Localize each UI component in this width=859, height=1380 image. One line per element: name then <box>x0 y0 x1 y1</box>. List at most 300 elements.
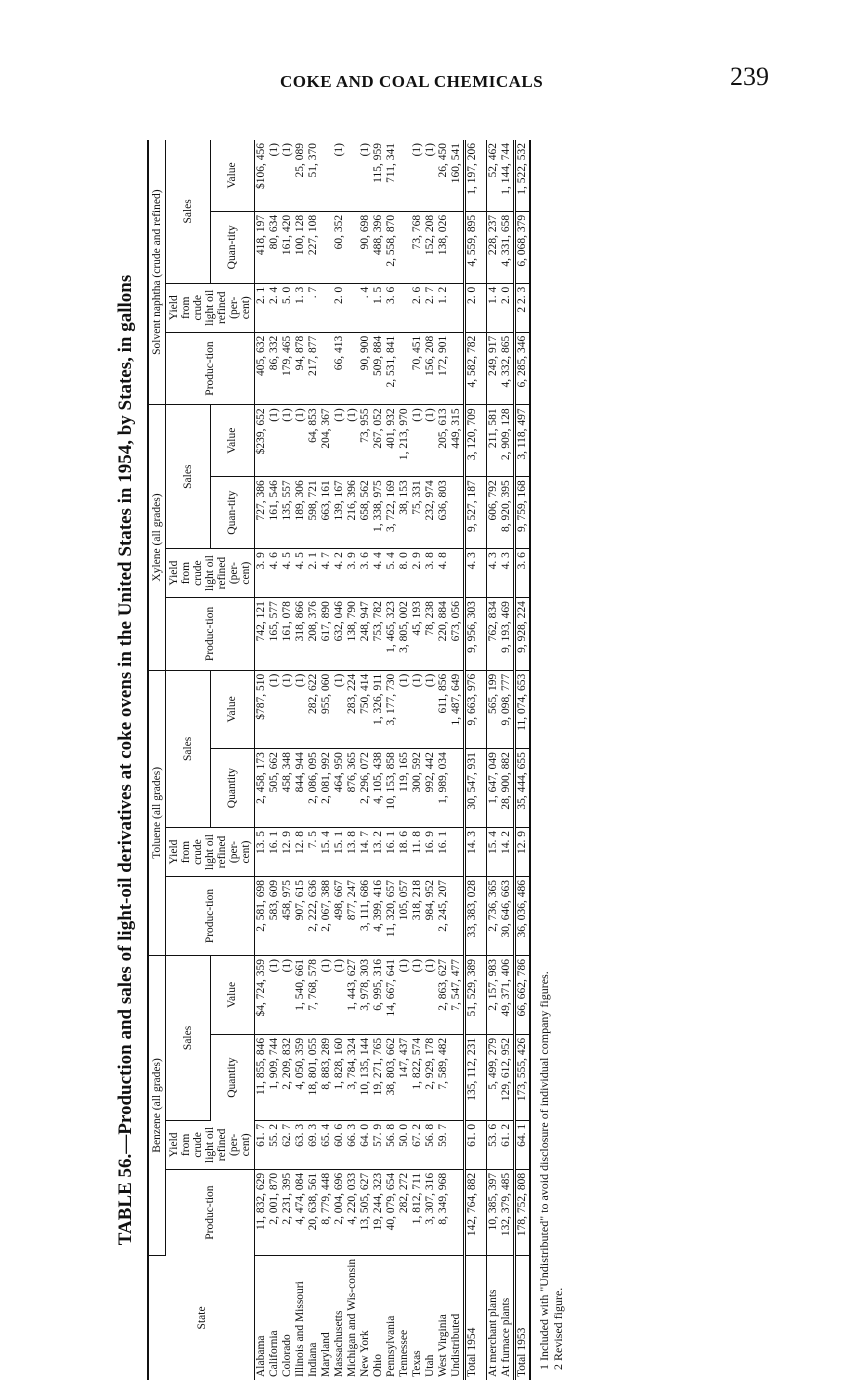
table-cell: 115, 959 <box>372 140 385 211</box>
col-quantity: Quantity <box>210 1034 255 1120</box>
table-cell: 3. 8 <box>424 549 437 598</box>
table-cell <box>450 749 465 828</box>
col-yield: Yield from crude light oil refined (per-cent) <box>166 828 255 877</box>
table-cell: 844, 944 <box>294 749 307 828</box>
table-cell: 2, 863, 627 <box>437 955 450 1034</box>
table-cell: 505, 662 <box>268 749 281 828</box>
row-label: California <box>268 1330 280 1377</box>
table-cell: 2. 0 <box>465 283 480 332</box>
table-cell: 18. 6 <box>398 828 411 877</box>
table-cell: 5, 499, 279 <box>487 1034 501 1120</box>
table-row <box>424 140 437 1380</box>
table-cell: 65. 4 <box>320 1120 333 1169</box>
table-cell: 727, 386 <box>255 477 269 549</box>
table-cell: 249, 917 <box>487 332 501 405</box>
table-cell: 4, 474, 084 <box>294 1169 307 1255</box>
table-cell: 69. 3 <box>307 1120 320 1169</box>
table-cell: 227, 108 <box>307 211 320 283</box>
table-cell: 7, 768, 578 <box>307 955 320 1034</box>
col-production: Produc-tion <box>166 332 255 405</box>
table-cell: 1, 443, 627 <box>346 955 359 1034</box>
table-cell: 4. 3 <box>500 549 515 598</box>
table-cell: (1) <box>411 140 424 211</box>
table-cell: 9, 928, 224 <box>515 598 531 671</box>
table-row <box>294 140 307 1380</box>
table-cell: (1) <box>281 140 294 211</box>
table-cell: 3, 307, 316 <box>424 1169 437 1255</box>
empty-cell <box>479 405 487 477</box>
table-cell: 173, 555, 426 <box>515 1034 531 1120</box>
table-cell: (1) <box>398 955 411 1034</box>
total-1954-row <box>465 140 480 1380</box>
table-cell: 8, 349, 968 <box>437 1169 450 1255</box>
table-cell: 1, 540, 661 <box>294 955 307 1034</box>
empty-cell <box>479 749 487 828</box>
row-label: Total 1954 <box>465 1255 480 1380</box>
table-cell <box>450 1120 465 1169</box>
table-cell: 762, 834 <box>487 598 501 671</box>
table-cell: 9, 193, 469 <box>500 598 515 671</box>
table-cell: 135, 557 <box>281 477 294 549</box>
table-cell: 458, 348 <box>281 749 294 828</box>
table-cell: $106, 456 <box>255 140 269 211</box>
table-cell: 12. 9 <box>281 828 294 877</box>
table-cell: 216, 396 <box>346 477 359 549</box>
plant-row <box>500 140 515 1380</box>
table-cell: 13, 505, 627 <box>359 1169 372 1255</box>
table-cell: 1. 3 <box>294 283 307 332</box>
empty-cell <box>479 955 487 1034</box>
table-cell: (1) <box>294 670 307 748</box>
table-cell: 132, 379, 485 <box>500 1169 515 1255</box>
footnotes <box>537 140 565 1380</box>
table-cell: 401, 932 <box>385 405 398 477</box>
table-cell: 211, 581 <box>487 405 501 477</box>
table-cell <box>320 283 333 332</box>
group-toluene: Toluene (all grades) <box>148 670 166 955</box>
table-cell: 61. 0 <box>465 1120 480 1169</box>
table-row <box>320 140 333 1380</box>
table-row <box>333 140 346 1380</box>
row-label: At merchant plants <box>487 1255 501 1380</box>
table-cell <box>320 140 333 211</box>
table-cell: 94, 878 <box>294 332 307 405</box>
table-cell: 1. 2 <box>437 283 450 332</box>
table-cell: 4. 8 <box>437 549 450 598</box>
table-cell: 2, 231, 395 <box>281 1169 294 1255</box>
table-cell: 753, 782 <box>372 598 385 671</box>
table-cell: 509, 884 <box>372 332 385 405</box>
col-quantity: Quan-tity <box>210 477 255 549</box>
table-cell: 5. 0 <box>281 283 294 332</box>
table-cell <box>346 211 359 283</box>
table-cell: 60, 352 <box>333 211 346 283</box>
table-row <box>411 140 424 1380</box>
table-cell: 18, 801, 055 <box>307 1034 320 1120</box>
table-cell: 179, 465 <box>281 332 294 405</box>
group-benzene: Benzene (all grades) <box>148 955 166 1255</box>
table-caption: TABLE 56.—Production and sales of light-oil derivatives at coke ovens in the United States in 1954, by States, in gallons <box>115 274 136 1246</box>
table-cell: 1, 989, 034 <box>437 749 450 828</box>
col-value: Value <box>210 670 255 748</box>
table-cell: 418, 197 <box>255 211 269 283</box>
table-cell: 1, 213, 970 <box>398 405 411 477</box>
table-cell: 16. 1 <box>268 828 281 877</box>
table-cell: 129, 612, 952 <box>500 1034 515 1120</box>
table-cell: 8, 779, 448 <box>320 1169 333 1255</box>
table-cell: 2. 0 <box>500 283 515 332</box>
table-row <box>268 140 281 1380</box>
page-number: 239 <box>730 62 769 91</box>
table-cell: 63. 3 <box>294 1120 307 1169</box>
table-row <box>281 140 294 1380</box>
table-cell: 189, 306 <box>294 477 307 549</box>
table-cell: 488, 396 <box>372 211 385 283</box>
total-1953-row <box>515 140 531 1380</box>
table-cell: 19, 271, 765 <box>372 1034 385 1120</box>
table-cell: 100, 128 <box>294 211 307 283</box>
table-cell: 611, 856 <box>437 670 450 748</box>
table-cell: 3, 784, 324 <box>346 1034 359 1120</box>
table-cell: 25, 089 <box>294 140 307 211</box>
table-cell: 16. 1 <box>437 828 450 877</box>
table-cell: 4. 5 <box>294 549 307 598</box>
table-cell: 3. 6 <box>385 283 398 332</box>
table-cell <box>346 332 359 405</box>
table-cell: 1, 822, 574 <box>411 1034 424 1120</box>
table-cell: 2. 7 <box>424 283 437 332</box>
table-cell: 1, 197, 206 <box>465 140 480 211</box>
table-cell: 38, 803, 662 <box>385 1034 398 1120</box>
col-yield: Yield from crude light oil refined (per-cent) <box>166 549 255 598</box>
table-cell: 2, 581, 698 <box>255 877 269 956</box>
table-cell: 498, 667 <box>333 877 346 956</box>
table-row <box>359 140 372 1380</box>
table-cell: (1) <box>320 955 333 1034</box>
table-cell: 64, 853 <box>307 405 320 477</box>
table-cell: 204, 367 <box>320 405 333 477</box>
col-sales: Sales <box>166 405 211 549</box>
row-label: West Virginia <box>437 1314 449 1377</box>
col-sales: Sales <box>166 140 211 283</box>
table-cell: 565, 199 <box>487 670 501 748</box>
table-cell: 30, 547, 931 <box>465 749 480 828</box>
table-cell: 4, 105, 438 <box>372 749 385 828</box>
table-cell: 10, 153, 858 <box>385 749 398 828</box>
table-cell: (1) <box>333 955 346 1034</box>
table-row <box>346 140 359 1380</box>
col-state: State <box>148 1255 255 1380</box>
group-solvent-naphtha: Solvent naphtha (crude and refined) <box>148 140 166 405</box>
table-cell: 232, 974 <box>424 477 437 549</box>
table-cell: 3, 978, 303 <box>359 955 372 1034</box>
table-cell: 318, 866 <box>294 598 307 671</box>
table-row <box>255 140 269 1380</box>
table-cell: 2, 209, 832 <box>281 1034 294 1120</box>
table-cell: 1, 909, 744 <box>268 1034 281 1120</box>
table-cell: 13. 2 <box>372 828 385 877</box>
col-value: Value <box>210 140 255 211</box>
col-quantity: Quan-tity <box>210 211 255 283</box>
row-label: Utah <box>424 1354 436 1377</box>
footnote-2: 2 Revised figure. <box>551 1287 565 1370</box>
table-cell: (1) <box>411 955 424 1034</box>
table-cell: 66, 662, 786 <box>515 955 531 1034</box>
table-cell: (1) <box>424 955 437 1034</box>
table-cell: (1) <box>333 670 346 748</box>
table-cell: 2, 296, 072 <box>359 749 372 828</box>
table-cell: 617, 890 <box>320 598 333 671</box>
table-cell: 2, 157, 983 <box>487 955 501 1034</box>
table-cell <box>450 211 465 283</box>
table-cell: 73, 768 <box>411 211 424 283</box>
row-label: Total 1953 <box>515 1255 531 1380</box>
table-cell: 9, 527, 187 <box>465 477 480 549</box>
table-cell <box>320 332 333 405</box>
col-quantity: Quantity <box>210 749 255 828</box>
table-cell: 2, 558, 870 <box>385 211 398 283</box>
empty-cell <box>479 1255 487 1380</box>
table-cell: 10, 135, 144 <box>359 1034 372 1120</box>
table-cell: 15. 4 <box>487 828 501 877</box>
table-cell: 282, 622 <box>307 670 320 748</box>
table-cell: 138, 790 <box>346 598 359 671</box>
table-cell: 750, 414 <box>359 670 372 748</box>
table-cell: $787, 510 <box>255 670 269 748</box>
table-cell: 78, 238 <box>424 598 437 671</box>
table-cell: 10, 385, 397 <box>487 1169 501 1255</box>
table-cell: 53. 6 <box>487 1120 501 1169</box>
table-cell: 7. 5 <box>307 828 320 877</box>
table-cell: 1, 326, 911 <box>372 670 385 748</box>
table-cell: 1, 828, 160 <box>333 1034 346 1120</box>
table-cell: 2. 0 <box>333 283 346 332</box>
table-cell: (1) <box>398 670 411 748</box>
row-label: At furnace plants <box>500 1297 512 1377</box>
table-cell: 26, 450 <box>437 140 450 211</box>
table-cell <box>398 332 411 405</box>
table-cell: 13. 5 <box>255 828 269 877</box>
table-cell: 50. 0 <box>398 1120 411 1169</box>
table-cell: 16. 1 <box>385 828 398 877</box>
table-cell: 3, 120, 709 <box>465 405 480 477</box>
table-cell: 1. 5 <box>372 283 385 332</box>
table-cell: 283, 224 <box>346 670 359 748</box>
rotated-table-block <box>115 140 695 1380</box>
table-cell: 4, 399, 416 <box>372 877 385 956</box>
table-cell: 4, 582, 782 <box>465 332 480 405</box>
table-cell: 1, 487, 649 <box>450 670 465 748</box>
table-cell: 267, 052 <box>372 405 385 477</box>
col-sales: Sales <box>166 670 211 827</box>
table-cell: 135, 112, 231 <box>465 1034 480 1120</box>
empty-cell <box>479 332 487 405</box>
empty-cell <box>479 1120 487 1169</box>
table-cell <box>320 211 333 283</box>
table-cell: 16. 9 <box>424 828 437 877</box>
table-cell: (1) <box>333 405 346 477</box>
table-cell: 9, 663, 976 <box>465 670 480 748</box>
table-cell: 2, 736, 365 <box>487 877 501 956</box>
table-cell: (1) <box>281 955 294 1034</box>
table-body <box>255 140 531 1380</box>
table-row <box>398 140 411 1380</box>
table-cell: 28, 900, 882 <box>500 749 515 828</box>
table-cell <box>450 332 465 405</box>
table-cell <box>398 283 411 332</box>
table-cell: 51, 529, 389 <box>465 955 480 1034</box>
row-label: New York <box>359 1330 371 1377</box>
table-cell: 458, 975 <box>281 877 294 956</box>
table-cell: 3, 177, 730 <box>385 670 398 748</box>
empty-cell <box>479 1169 487 1255</box>
row-label: Ohio <box>372 1354 384 1377</box>
table-cell: 1, 812, 711 <box>411 1169 424 1255</box>
col-yield: Yield from crude light oil refined (per-cent) <box>166 1120 255 1169</box>
table-cell: 60. 6 <box>333 1120 346 1169</box>
table-cell: (1) <box>268 670 281 748</box>
table-cell: 4, 331, 658 <box>500 211 515 283</box>
table-cell: 4. 3 <box>465 549 480 598</box>
table-cell: 6, 995, 316 <box>372 955 385 1034</box>
table-cell: 8. 0 <box>398 549 411 598</box>
table-cell: $239, 652 <box>255 405 269 477</box>
table-cell: 161, 546 <box>268 477 281 549</box>
empty-cell <box>479 877 487 956</box>
table-cell: (1) <box>294 405 307 477</box>
table-cell: 2. 1 <box>307 549 320 598</box>
table-cell: 90, 698 <box>359 211 372 283</box>
table-cell: 14. 2 <box>500 828 515 877</box>
table-cell: 7, 589, 482 <box>437 1034 450 1120</box>
table-cell: 877, 247 <box>346 877 359 956</box>
table-cell: 80, 634 <box>268 211 281 283</box>
table-cell: 228, 237 <box>487 211 501 283</box>
table-cell: (1) <box>411 405 424 477</box>
table-cell: 876, 365 <box>346 749 359 828</box>
table-cell: (1) <box>268 955 281 1034</box>
table-cell: 12. 8 <box>294 828 307 877</box>
table-cell: 9, 956, 303 <box>465 598 480 671</box>
table-cell: (1) <box>411 670 424 748</box>
row-label: Alabama <box>255 1335 267 1377</box>
table-cell: 152, 208 <box>424 211 437 283</box>
derivatives-table <box>147 140 531 1380</box>
row-label: Massachusetts <box>333 1310 345 1377</box>
row-label: Michigan and Wis-consin <box>346 1258 358 1377</box>
table-cell: 3, 118, 497 <box>515 405 531 477</box>
table-cell: 6, 068, 379 <box>515 211 531 283</box>
table-cell: 636, 803 <box>437 477 450 549</box>
table-cell: 57. 9 <box>372 1120 385 1169</box>
table-cell: 318, 218 <box>411 877 424 956</box>
table-cell: 64. 1 <box>515 1120 531 1169</box>
table-cell: 663, 161 <box>320 477 333 549</box>
table-cell: 3, 111, 686 <box>359 877 372 956</box>
table-cell: 955, 060 <box>320 670 333 748</box>
table-cell: (1) <box>268 405 281 477</box>
table-cell: 66. 3 <box>346 1120 359 1169</box>
table-cell: 55. 2 <box>268 1120 281 1169</box>
table-cell: 59. 7 <box>437 1120 450 1169</box>
table-cell: 2, 245, 207 <box>437 877 450 956</box>
table-cell: 4, 050, 359 <box>294 1034 307 1120</box>
table-cell: 8, 920, 395 <box>500 477 515 549</box>
table-cell: 20, 638, 561 <box>307 1169 320 1255</box>
table-cell: 30, 646, 663 <box>500 877 515 956</box>
row-label: Indiana <box>307 1342 319 1377</box>
table-cell: (1) <box>424 140 437 211</box>
table-cell: (1) <box>333 140 346 211</box>
table-cell: $4, 724, 359 <box>255 955 269 1034</box>
table-cell: 282, 272 <box>398 1169 411 1255</box>
table-cell: 1, 522, 532 <box>515 140 531 211</box>
row-label: Tennessee <box>398 1329 410 1377</box>
table-cell: 15. 1 <box>333 828 346 877</box>
table-cell <box>346 140 359 211</box>
row-label: Colorado <box>281 1334 293 1377</box>
table-cell: 205, 613 <box>437 405 450 477</box>
table-cell: 56. 8 <box>424 1120 437 1169</box>
table-cell: (1) <box>346 405 359 477</box>
table-cell: . 4 <box>359 283 372 332</box>
table-cell: 2, 531, 841 <box>385 332 398 405</box>
empty-cell <box>479 477 487 549</box>
table-cell: 3. 6 <box>515 549 531 598</box>
table-cell: 33, 383, 028 <box>465 877 480 956</box>
table-cell: 4, 332, 865 <box>500 332 515 405</box>
table-cell: 13. 8 <box>346 828 359 877</box>
table-cell: 9, 759, 168 <box>515 477 531 549</box>
table-cell: 2. 1 <box>255 283 269 332</box>
table-cell: 67. 2 <box>411 1120 424 1169</box>
row-label: Texas <box>411 1350 423 1377</box>
table-cell: 632, 046 <box>333 598 346 671</box>
table-cell: 984, 952 <box>424 877 437 956</box>
table-row <box>307 140 320 1380</box>
table-cell: 64. 0 <box>359 1120 372 1169</box>
table-cell: 138, 026 <box>437 211 450 283</box>
table-cell: 70, 451 <box>411 332 424 405</box>
table-cell: 3. 9 <box>346 549 359 598</box>
table-cell: 12. 9 <box>515 828 531 877</box>
row-label: Pennsylvania <box>385 1315 397 1377</box>
table-cell: 4. 4 <box>372 549 385 598</box>
table-cell: 2 2. 3 <box>515 283 531 332</box>
table-cell: 161, 078 <box>281 598 294 671</box>
table-cell: 66, 413 <box>333 332 346 405</box>
table-cell: 14. 7 <box>359 828 372 877</box>
table-cell: 7, 547, 477 <box>450 955 465 1034</box>
table-cell: 742, 121 <box>255 598 269 671</box>
table-cell: 2, 001, 870 <box>268 1169 281 1255</box>
table-cell <box>398 140 411 211</box>
table-cell: 711, 341 <box>385 140 398 211</box>
table-row <box>437 140 450 1380</box>
table-cell: 3. 9 <box>255 549 269 598</box>
table-cell: 86, 332 <box>268 332 281 405</box>
table-row <box>372 140 385 1380</box>
table-cell: 658, 562 <box>359 477 372 549</box>
table-cell: 2, 081, 992 <box>320 749 333 828</box>
table-cell: 11, 320, 657 <box>385 877 398 956</box>
table-cell <box>450 877 465 956</box>
table-cell: 38, 153 <box>398 477 411 549</box>
table-cell: 583, 609 <box>268 877 281 956</box>
table-cell: 2, 067, 388 <box>320 877 333 956</box>
table-cell: 449, 315 <box>450 405 465 477</box>
table-cell: 2, 222, 636 <box>307 877 320 956</box>
